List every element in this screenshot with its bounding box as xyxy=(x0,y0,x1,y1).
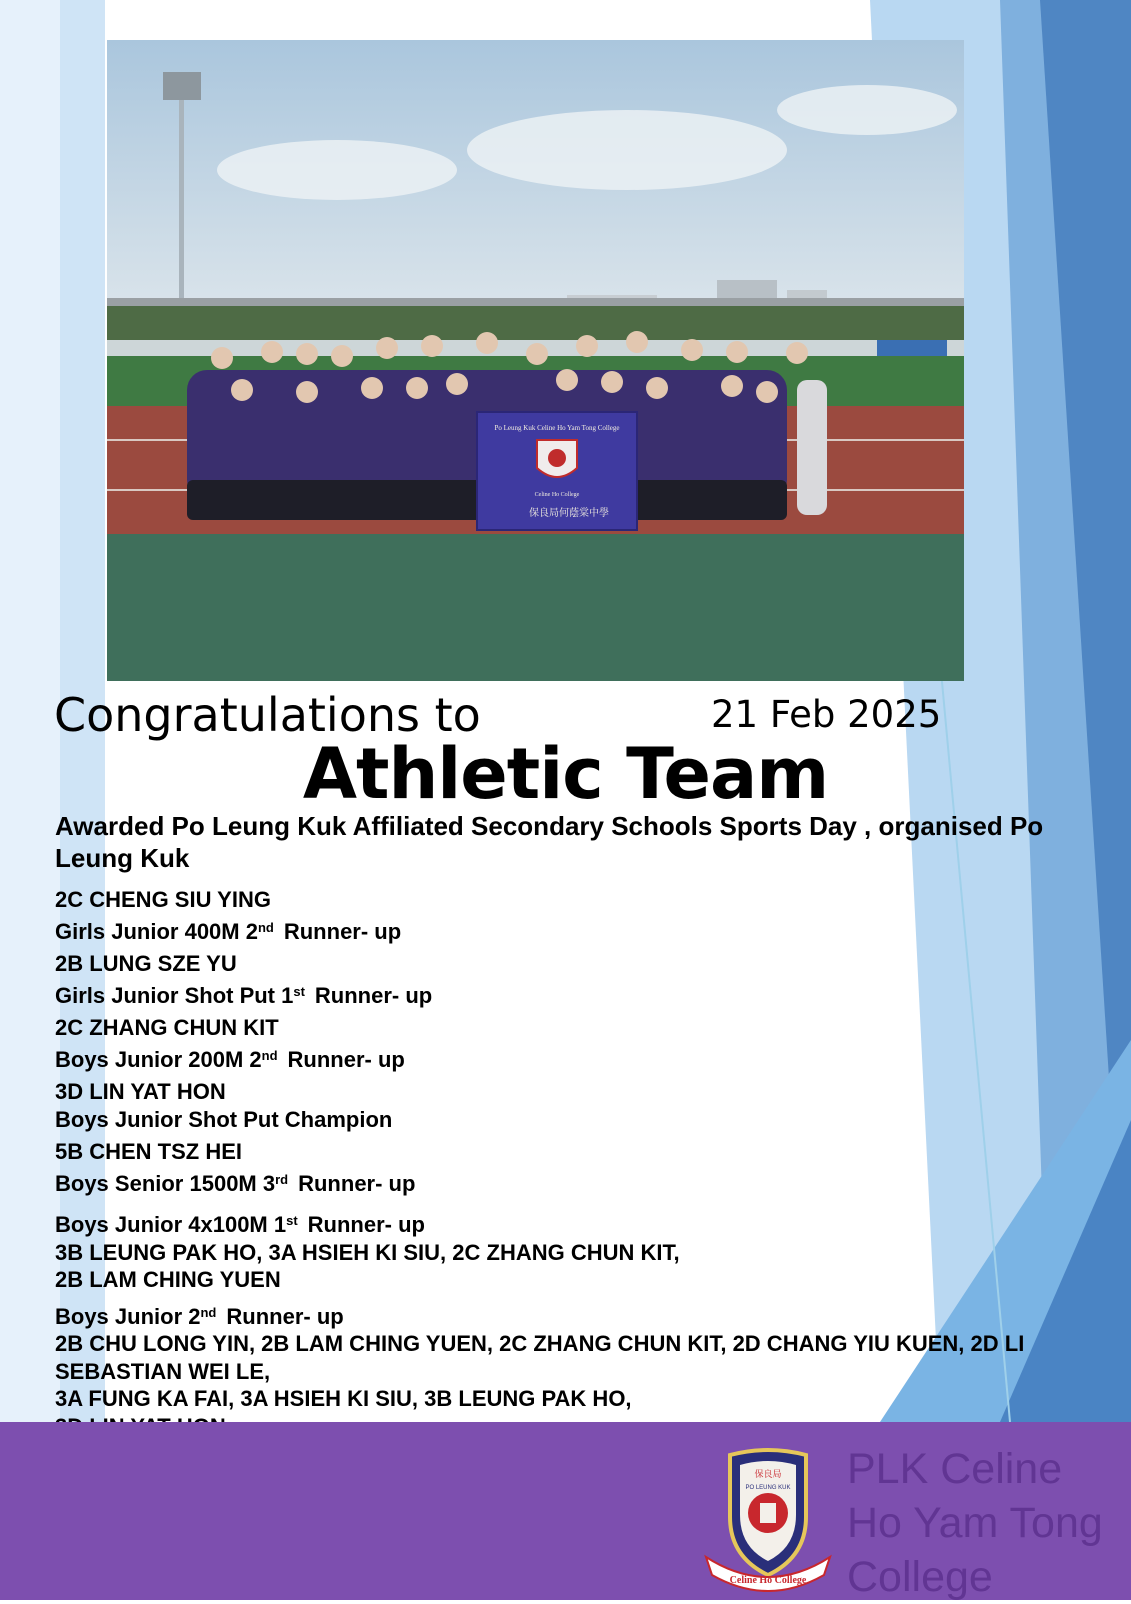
relay-members-line: 3B LEUNG PAK HO, 3A HSIEH KI SIU, 2C ZHANG CHUN KIT, xyxy=(55,1239,680,1265)
award-result: Boys Junior Shot Put Champion xyxy=(55,1106,393,1132)
student-name: 3D LIN YAT HON xyxy=(55,1079,226,1104)
banner-crest-label: Celine Ho College xyxy=(534,492,580,498)
student-name: 5B CHEN TSZ HEI xyxy=(55,1139,243,1164)
student-name: 2C CHENG SIU YING xyxy=(55,887,271,912)
svg-text:PO LEUNG KUK: PO LEUNG KUK xyxy=(745,1485,791,1491)
award-description: Awarded Po Leung Kuk Affiliated Secondary Schools Sports Day , organised Po Leung Kuk xyxy=(55,811,1044,873)
banner-chinese-name: 保良局何蔭棠中學 xyxy=(529,508,609,519)
award-entry xyxy=(55,1138,1075,1197)
relay-entry xyxy=(55,1207,1075,1294)
student-name: 2B LUNG SZE YU xyxy=(55,951,237,976)
award-result: Girls Junior Shot Put 1st Runner- up xyxy=(55,982,433,1008)
svg-text:保良局: 保良局 xyxy=(754,1470,782,1480)
banner-text: Po Leung Kuk Celine Ho Yam Tong College xyxy=(494,424,620,432)
relay-result: Boys Junior 4x100M 1st Runner- up xyxy=(55,1212,425,1237)
school-name: PLK Celine Ho Yam Tong College xyxy=(847,1445,1103,1601)
award-entry xyxy=(55,886,1075,945)
awards-list xyxy=(55,886,1075,1445)
svg-text:Celine Ho College: Celine Ho College xyxy=(729,1575,807,1586)
overall-members-line: 2B CHU LONG YIN, 2B LAM CHING YUEN, 2C ZHANG CHUN KIT, 2D CHANG YIU KUEN, 2D LI SEBASTIAN WEI LE, xyxy=(55,1331,1025,1384)
team-title: Athletic Team xyxy=(302,733,829,815)
award-result: Boys Senior 1500M 3rd Runner- up xyxy=(55,1170,416,1196)
school-crest-logo xyxy=(700,1447,836,1592)
overall-entry xyxy=(55,1299,1075,1441)
award-entry xyxy=(55,1014,1075,1073)
award-result: Boys Junior 200M 2nd Runner- up xyxy=(55,1046,405,1072)
overall-members-line: 3A FUNG KA FAI, 3A HSIEH KI SIU, 3B LEUNG PAK HO, xyxy=(55,1386,632,1411)
congratulations-heading: Congratulations to xyxy=(54,688,481,742)
award-entry xyxy=(55,950,1075,1009)
event-date: 21 Feb 2025 xyxy=(711,693,942,736)
relay-members-line: 2B LAM CHING YUEN xyxy=(55,1267,281,1292)
award-entry xyxy=(55,1078,1075,1133)
student-name: 2C ZHANG CHUN KIT xyxy=(55,1015,279,1040)
award-result: Girls Junior 400M 2nd Runner- up xyxy=(55,918,402,944)
team-photo xyxy=(107,40,964,681)
overall-result: Boys Junior 2nd Runner- up xyxy=(55,1303,344,1329)
